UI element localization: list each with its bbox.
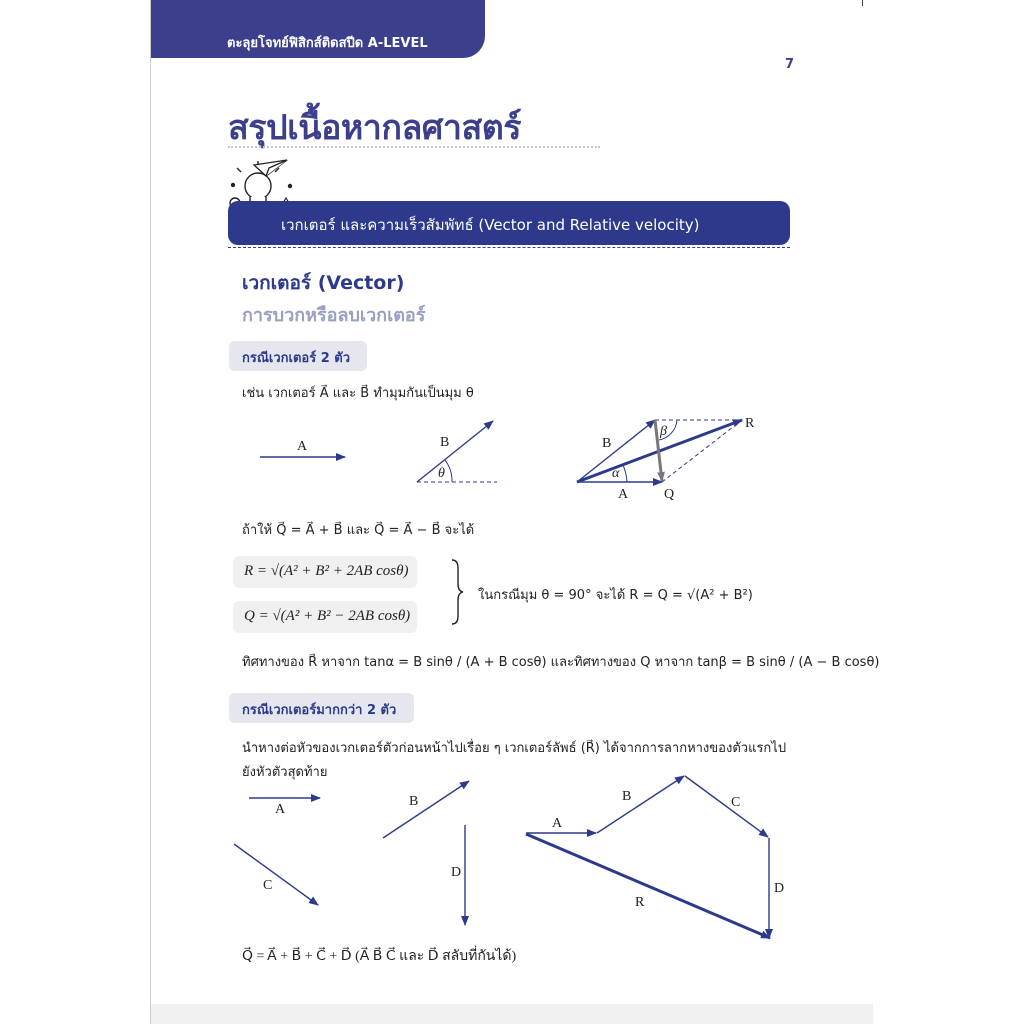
sep-vector-a-label: A	[275, 802, 286, 817]
alpha-label: α	[612, 466, 620, 481]
case2-text-line2: ยังหัวตัวสุดท้าย	[242, 765, 328, 780]
page-number: 7	[785, 57, 795, 72]
case2-label: กรณีเวกเตอร์มากกว่า 2 ตัว	[242, 703, 397, 718]
sep-vector-b-label: B	[409, 794, 419, 809]
vector-a-label: A	[297, 439, 308, 454]
sep-vector-b	[383, 781, 469, 838]
case2-text-line1: นำหางต่อหัวของเวกเตอร์ตัวก่อนหน้าไปเรื่อย ๆ เวกเตอร์ลัพธ์ (R⃗) ได้จากการลากหางของตัวแรกไป	[242, 741, 787, 756]
section-heading: เวกเตอร์ (Vector)	[242, 272, 405, 294]
sep-vector-c-label: C	[263, 878, 273, 893]
theta-label: θ	[438, 466, 445, 481]
q-label: Q	[664, 487, 675, 502]
case1-intro: เช่น เวกเตอร์ A⃗ และ B⃗ ทำมุมกันเป็นมุม θ	[242, 386, 474, 401]
formula-r: R = √(A² + B² + 2AB cosθ)	[244, 563, 409, 579]
formula-q: Q = √(A² + B² − 2AB cosθ)	[244, 608, 411, 624]
section-subheading: การบวกหรือลบเวกเตอร์	[242, 305, 426, 326]
poly-resultant-r	[526, 834, 770, 938]
topic-banner-text: เวกเตอร์ และความเร็วสัมพัทธ์ (Vector and Relative velocity)	[281, 216, 700, 234]
sep-vector-d-label: D	[451, 865, 462, 880]
parallelogram-b-label: B	[602, 436, 612, 451]
case2-formula: Q⃗ = A⃗ + B⃗ + C⃗ + D⃗ (A⃗ B⃗ C⃗ และ D⃗ สลับที่กันได้)	[242, 949, 517, 964]
case1-label: กรณีเวกเตอร์ 2 ตัว	[242, 351, 351, 366]
case1-given: ถ้าให้ Q⃗ = A⃗ + B⃗ และ Q⃗ = A⃗ − B⃗ จะได้	[242, 523, 475, 538]
vector-b-label: B	[440, 435, 450, 450]
poly-resultant-r-label: R	[635, 895, 645, 910]
poly-vector-d-label: D	[774, 881, 785, 896]
resultant-r-label: R	[745, 416, 755, 431]
poly-vector-c-label: C	[731, 795, 741, 810]
parallelogram-a-label: A	[618, 487, 629, 502]
main-title: สรุปเนื้อหากลศาสตร์	[228, 108, 522, 148]
poly-vector-a-label: A	[552, 816, 563, 831]
poly-vector-b-label: B	[622, 789, 632, 804]
special-case-text: ในกรณีมุม θ = 90° จะได้ R = Q = √(A² + B²)	[478, 588, 753, 603]
beta-label: β	[660, 424, 667, 439]
poly-vector-c	[685, 776, 768, 837]
poly-vector-b	[597, 776, 684, 833]
header-title: ตะลุยโจทย์ฟิสิกส์ติดสปีด A-LEVEL	[227, 36, 428, 51]
sep-vector-c	[234, 844, 318, 905]
direction-text: ทิศทางของ R⃗ หาจาก tanα = B sinθ / (A + B cosθ) และทิศทางของ Q หาจาก tanβ = B sinθ / (A − B cosθ)	[242, 655, 880, 670]
